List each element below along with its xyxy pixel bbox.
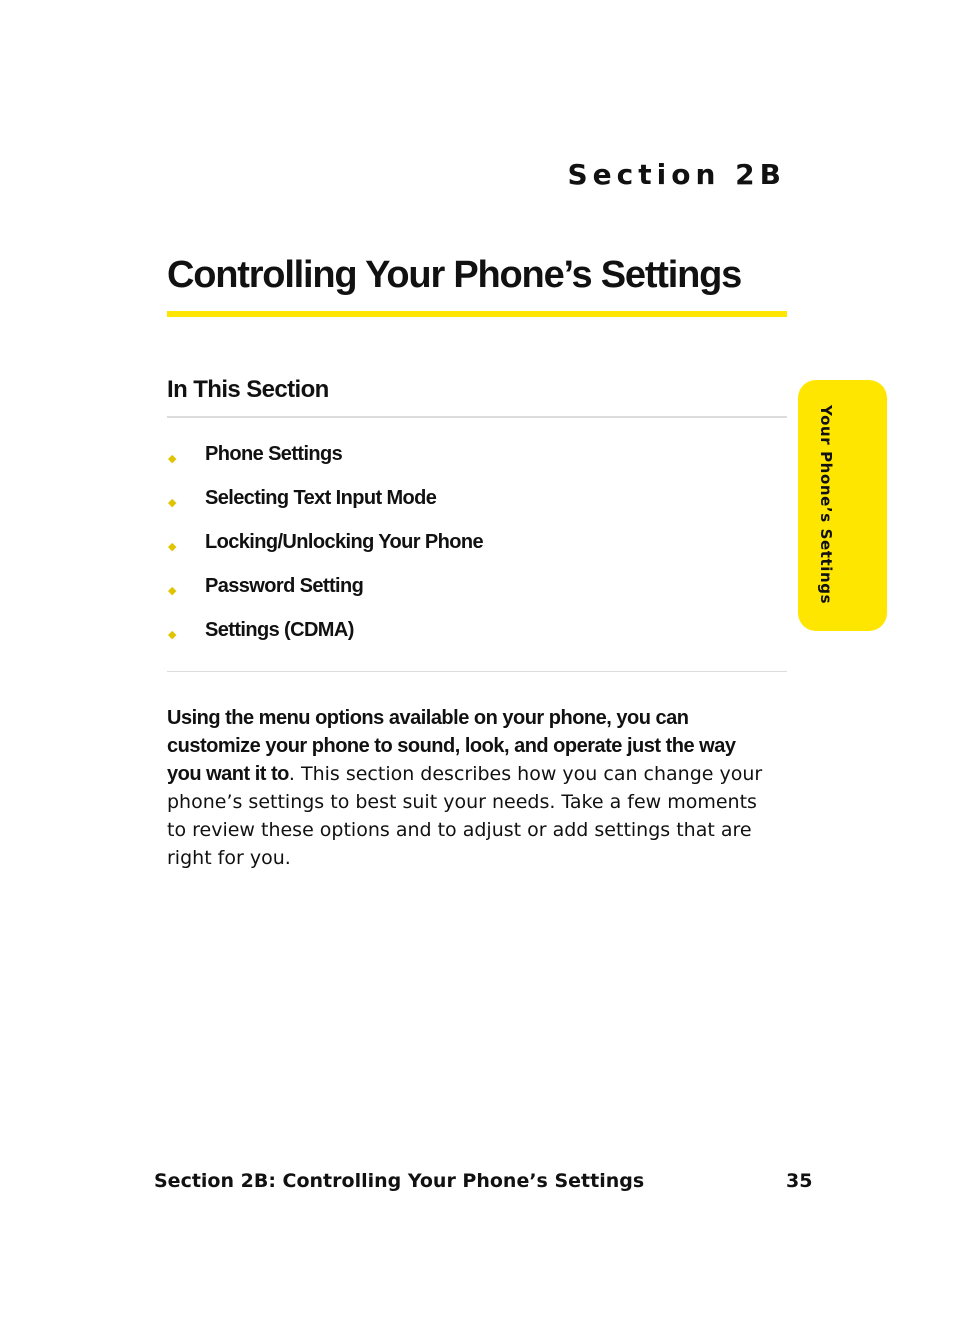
list-item	[167, 613, 767, 657]
list-item-label: Locking/Unlocking Your Phone	[205, 530, 484, 553]
chapter-title: Controlling Your Phone’s Settings	[167, 254, 742, 296]
list-item-label: Password Setting	[205, 574, 364, 597]
list-item	[167, 481, 767, 525]
diamond-bullet-icon: ◆	[168, 584, 177, 597]
list-item-label: Phone Settings	[205, 442, 343, 465]
list-item	[167, 437, 767, 481]
diamond-bullet-icon: ◆	[168, 452, 177, 465]
page-number: 35	[786, 1170, 813, 1192]
section-list-bottom-rule	[167, 671, 787, 672]
section-label: Section 2B	[567, 158, 786, 191]
intro-bold-lead: Using the menu options available on your phone, you can customize your phone to sound, look, and operate just the way you want it to	[167, 707, 736, 785]
footer-title: Section 2B: Controlling Your Phone’s Settings	[154, 1170, 645, 1192]
diamond-bullet-icon: ◆	[168, 496, 177, 509]
side-tab	[798, 380, 887, 631]
title-underline-rule	[167, 311, 787, 317]
list-item	[167, 525, 767, 569]
section-list-top-rule	[167, 416, 787, 418]
list-item	[167, 569, 767, 613]
diamond-bullet-icon: ◆	[168, 540, 177, 553]
intro-paragraph	[167, 704, 772, 872]
list-item-label: Selecting Text Input Mode	[205, 486, 437, 509]
diamond-bullet-icon: ◆	[168, 628, 177, 641]
side-tab-label: Your Phone’s Settings	[817, 405, 835, 605]
section-contents-list	[167, 437, 767, 657]
in-this-section-heading: In This Section	[167, 376, 329, 403]
list-item-label: Settings (CDMA)	[205, 618, 354, 641]
intro-body: . This section describes how you can change your phone’s settings to best suit your needs. Take a few moments to review these options and to adjust or add settings that are right for you.	[167, 763, 763, 869]
